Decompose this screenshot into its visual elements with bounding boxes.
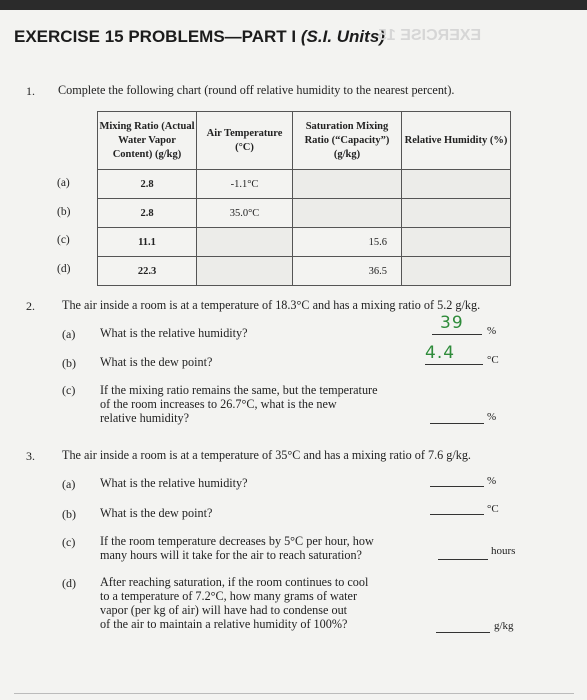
page-bottom-edge — [14, 693, 574, 694]
q3d-line2: to a temperature of 7.2°C, how many grams of water — [100, 589, 358, 603]
q3c-answer-line[interactable] — [438, 559, 488, 560]
q2c-unit: % — [487, 411, 497, 423]
q3c-line1: If the room temperature decreases by 5°C per hour, how — [100, 534, 374, 548]
q3b-unit: °C — [487, 503, 499, 515]
cell-b-rh[interactable] — [402, 199, 511, 228]
q2a-answer-line[interactable] — [432, 334, 482, 335]
cell-a-temp: -1.1°C — [197, 170, 293, 199]
row-label-c: (c) — [57, 234, 70, 246]
row-label-b: (b) — [57, 206, 71, 218]
header-saturation-mixing-ratio: Saturation Mixing Ratio (“Capacity”) (g/kg) — [293, 112, 402, 170]
cell-c-mixing: 11.1 — [98, 228, 197, 257]
cell-d-mixing: 22.3 — [98, 257, 197, 286]
q2a-label: (a) — [62, 327, 76, 341]
page-title — [14, 27, 385, 47]
cell-c-temp[interactable] — [197, 228, 293, 257]
cell-a-sat[interactable] — [293, 170, 402, 199]
q1-text: Complete the following chart (round off relative humidity to the nearest percent). — [58, 83, 455, 97]
q3b-text: What is the dew point? — [100, 506, 213, 520]
cell-d-sat: 36.5 — [293, 257, 402, 286]
q3a-answer-line[interactable] — [430, 486, 484, 487]
q3c-label: (c) — [62, 535, 76, 549]
top-bar — [0, 0, 587, 10]
q2a-unit: % — [487, 325, 497, 337]
q3d-answer-line[interactable] — [436, 632, 490, 633]
page-title-text: EXERCISE 15 PROBLEMS—PART I — [14, 27, 297, 46]
q2-number: 2. — [26, 299, 35, 313]
q1-number: 1. — [26, 84, 35, 98]
q2c-line1: If the mixing ratio remains the same, but the temperature — [100, 383, 378, 397]
q3d-line3: vapor (per kg of air) will have had to condense out — [100, 603, 348, 617]
humidity-chart — [97, 111, 511, 286]
row-label-d: (d) — [57, 263, 71, 275]
cell-c-rh[interactable] — [402, 228, 511, 257]
cell-c-sat: 15.6 — [293, 228, 402, 257]
q2b-text: What is the dew point? — [100, 355, 213, 369]
cell-b-mixing: 2.8 — [98, 199, 197, 228]
q3d-label: (d) — [62, 576, 76, 590]
q2a-text: What is the relative humidity? — [100, 326, 248, 340]
header-air-temperature: Air Temperature (°C) — [197, 112, 293, 170]
cell-a-rh[interactable] — [402, 170, 511, 199]
row-label-a: (a) — [57, 177, 70, 189]
cell-a-mixing: 2.8 — [98, 170, 197, 199]
q3a-unit: % — [487, 475, 497, 487]
q3-number: 3. — [26, 449, 35, 463]
q3d-line1: After reaching saturation, if the room continues to cool — [100, 575, 369, 589]
q3d-line4: of the air to maintain a relative humidity of 100%? — [100, 617, 348, 631]
q3c-unit: hours — [491, 545, 516, 557]
q2a-answer: 39 — [440, 313, 464, 333]
header-mixing-ratio: Mixing Ratio (Actual Water Vapor Content) (g/kg) — [98, 112, 197, 170]
q2c-line3: relative humidity? — [100, 411, 190, 425]
cell-d-rh[interactable] — [402, 257, 511, 286]
cell-b-sat[interactable] — [293, 199, 402, 228]
q2c-line2: of the room increases to 26.7°C, what is the new — [100, 397, 337, 411]
q3-text: The air inside a room is at a temperature of 35°C and has a mixing ratio of 7.6 g/kg. — [62, 448, 471, 462]
q2b-unit: °C — [487, 354, 499, 366]
q3b-label: (b) — [62, 507, 76, 521]
cell-b-temp: 35.0°C — [197, 199, 293, 228]
q2c-answer-line[interactable] — [430, 423, 484, 424]
q3a-label: (a) — [62, 477, 76, 491]
q2b-answer: 4.4 — [425, 343, 456, 363]
q3d-unit: g/kg — [494, 620, 514, 632]
page-title-units: (S.I. Units) — [300, 27, 385, 46]
header-relative-humidity: Relative Humidity (%) — [402, 112, 511, 170]
q3a-text: What is the relative humidity? — [100, 476, 248, 490]
show-through-text: EXERCISE 15 — [378, 27, 482, 44]
q3c-line2: many hours will it take for the air to reach saturation? — [100, 548, 362, 562]
q2b-answer-line[interactable] — [425, 364, 483, 365]
cell-d-temp[interactable] — [197, 257, 293, 286]
q2c-label: (c) — [62, 383, 76, 397]
q3b-answer-line[interactable] — [430, 514, 484, 515]
q2b-label: (b) — [62, 356, 76, 370]
q2-text: The air inside a room is at a temperature of 18.3°C and has a mixing ratio of 5.2 g/kg. — [62, 298, 481, 312]
